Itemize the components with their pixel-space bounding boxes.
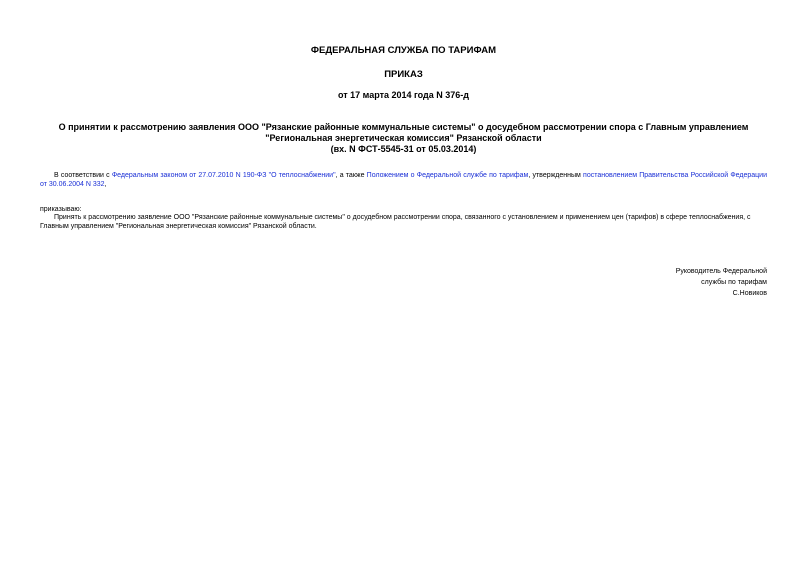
federal-law-link[interactable]: Федеральным законом от 27.07.2010 N 190-ФЗ "О теплоснабжении": [111, 172, 336, 179]
paragraph-text: , а также: [335, 172, 367, 179]
government-decree-link[interactable]: постановлением Правительства Российской Федерации от 30.06.2004 N 332: [40, 172, 768, 188]
order-phrase: приказываю:: [40, 206, 82, 213]
signature-line-2: службы по тарифам: [701, 279, 767, 286]
title-line-3: (вх. N ФСТ-5545-31 от 05.03.2014): [330, 144, 477, 154]
order-paragraph: Принять к рассмотрению заявление ООО "Рязанские районные коммунальные системы" о досудебном рассмотрении спора, связанного с установлением и применением цен (тарифов) в сфере теплоснабжения, с Главным управлением "Региональная энергетическая комиссия" Рязанской области.: [40, 214, 751, 230]
document-title: [40, 122, 767, 155]
paragraph-text: , утвержденным: [528, 172, 584, 179]
signature-line-1: Руководитель Федеральной: [675, 268, 767, 275]
regulation-link[interactable]: Положением о Федеральной службе по тарифам: [366, 172, 529, 179]
document-type-heading: ПРИКАЗ: [384, 69, 423, 80]
signature-block: [676, 266, 767, 299]
paragraph-text: ,: [104, 181, 107, 188]
title-line-1: О принятии к рассмотрению заявления ООО "Рязанские районные коммунальные системы" о досудебном рассмотрении спора с Главным управлением: [58, 122, 749, 132]
title-line-2: "Региональная энергетическая комиссия" Рязанской области: [265, 133, 542, 143]
paragraph-basis: [40, 171, 767, 189]
signature-name: С.Новиков: [732, 290, 767, 297]
paragraph-text: В соответствии с: [54, 172, 112, 179]
date-number-heading: от 17 марта 2014 года N 376-д: [337, 90, 469, 100]
agency-heading: ФЕДЕРАЛЬНАЯ СЛУЖБА ПО ТАРИФАМ: [310, 45, 497, 56]
